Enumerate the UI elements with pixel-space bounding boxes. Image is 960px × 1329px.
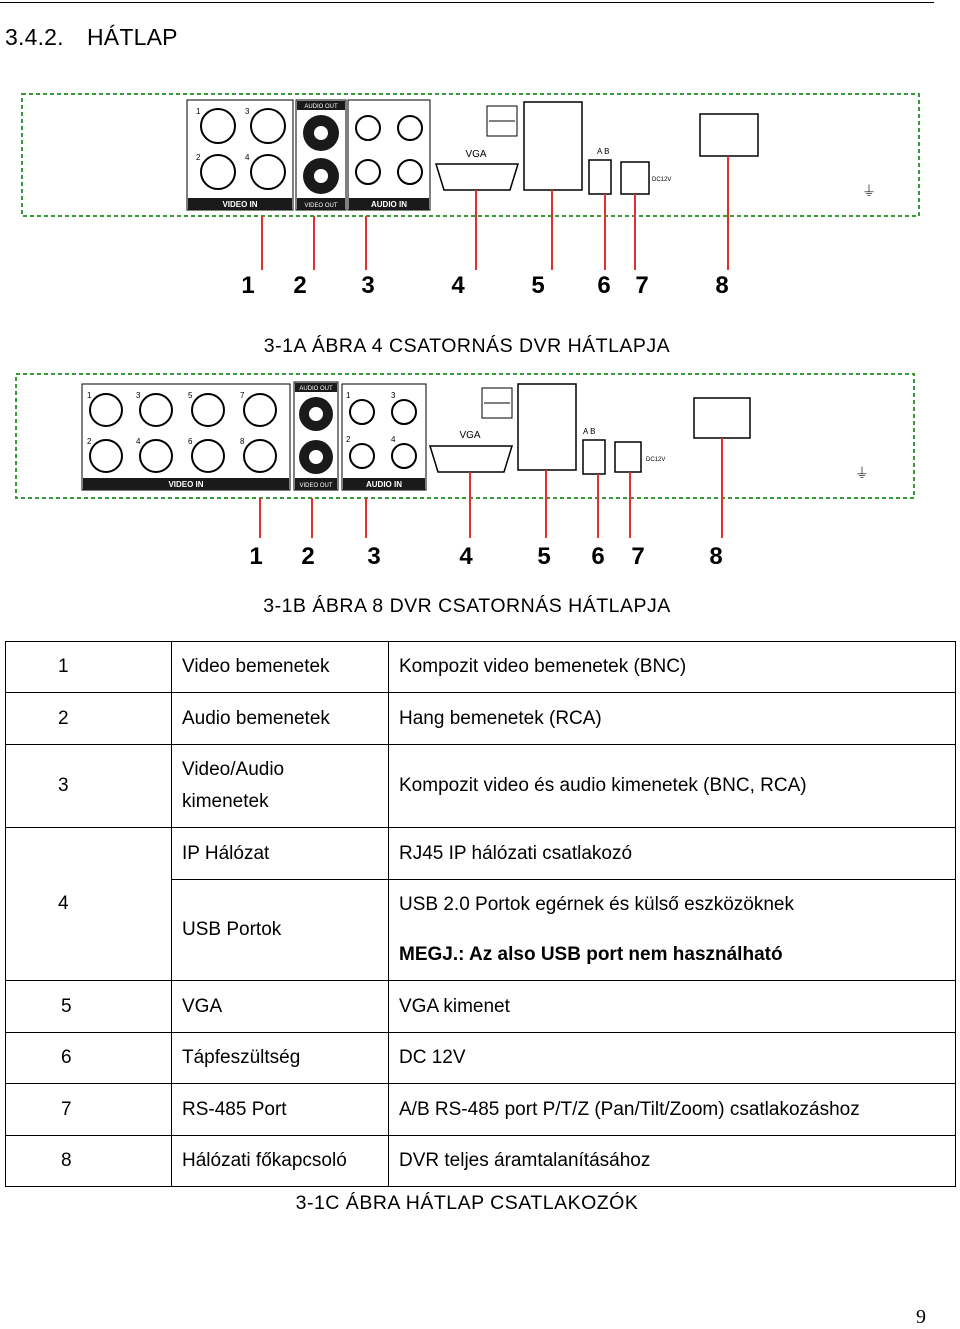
- power-switch: [700, 114, 758, 156]
- row-name: Audio bemenetek: [172, 693, 389, 745]
- video-out-bnc-center: [309, 450, 323, 464]
- row-description: [389, 880, 956, 981]
- audio-in-label: AUDIO IN: [366, 480, 402, 489]
- vga-label: VGA: [465, 149, 487, 160]
- row-description: RJ45 IP hálózati csatlakozó: [389, 828, 956, 880]
- ab-label: A B: [597, 147, 610, 156]
- callout-number: 8: [715, 272, 729, 299]
- row-name: USB Portok: [172, 880, 389, 981]
- audio-number: 4: [391, 435, 396, 444]
- audio-out-label: AUDIO OUT: [299, 386, 333, 392]
- dc-label: DC12V: [646, 457, 666, 463]
- connector-table: [5, 641, 956, 1187]
- bnc-number: 3: [136, 391, 141, 400]
- row-description: Kompozit video és audio kimenetek (BNC, RCA): [389, 745, 956, 828]
- figure-caption-8ch: 3-1B ÁBRA 8 DVR CSATORNÁS HÁTLAPJA: [263, 595, 671, 617]
- bnc-connector: [192, 440, 224, 472]
- section-heading: [5, 24, 178, 51]
- row-name: Tápfeszültség: [172, 1033, 389, 1084]
- bnc-number: 6: [188, 437, 193, 446]
- section-number: 3.4.2.: [5, 24, 64, 50]
- video-in-label: VIDEO IN: [222, 200, 258, 209]
- vga-label: VGA: [459, 430, 481, 441]
- rca-connector: [392, 400, 416, 424]
- page-number: 9: [916, 1306, 926, 1328]
- callout-number: 7: [635, 272, 649, 299]
- callout-number: 6: [597, 272, 611, 299]
- row-number: 7: [6, 1084, 172, 1136]
- audio-out-jack-center: [314, 126, 328, 140]
- row-description: DC 12V: [389, 1033, 956, 1084]
- figure-8ch-back-panel: [0, 368, 934, 573]
- bnc-connector: [201, 109, 235, 143]
- dc-label: DC12V: [652, 177, 672, 183]
- bnc-number: 2: [196, 153, 201, 162]
- power-switch: [694, 398, 750, 438]
- vga-connector: [436, 164, 518, 190]
- ground-icon: ⏚: [855, 465, 869, 481]
- callout-number: 7: [631, 543, 645, 570]
- ground-icon: ⏚: [862, 183, 876, 199]
- rca-connector: [356, 116, 380, 140]
- video-out-label: VIDEO OUT: [299, 483, 333, 489]
- table-row: [6, 642, 956, 693]
- bnc-number: 4: [136, 437, 141, 446]
- row-number: 1: [6, 642, 172, 693]
- bnc-number: 4: [245, 153, 250, 162]
- table-row: [6, 745, 956, 828]
- callout-number: 4: [459, 543, 473, 570]
- row-name: IP Hálózat: [172, 828, 389, 880]
- row-name: Hálózati főkapcsoló: [172, 1136, 389, 1187]
- callout-number: 3: [367, 543, 381, 570]
- bnc-connector: [192, 394, 224, 426]
- row-name: [172, 745, 389, 828]
- rca-connector: [356, 160, 380, 184]
- vga-connector: [430, 446, 512, 472]
- bnc-connector: [201, 155, 235, 189]
- callout-number: 1: [241, 272, 255, 299]
- dc-jack: [621, 162, 649, 194]
- bnc-number: 7: [240, 391, 245, 400]
- bnc-number: 3: [245, 107, 250, 116]
- bnc-number: 2: [87, 437, 92, 446]
- audio-number: 3: [391, 391, 396, 400]
- callout-number: 5: [537, 543, 551, 570]
- bnc-connector: [244, 440, 276, 472]
- row-name: Video bemenetek: [172, 642, 389, 693]
- bnc-number: 1: [196, 107, 201, 116]
- row-name-line: kimenetek: [182, 791, 269, 812]
- bnc-connector: [90, 440, 122, 472]
- bnc-connector: [90, 394, 122, 426]
- callout-number: 2: [293, 272, 307, 299]
- audio-in-block: [342, 384, 426, 490]
- callout-number: 6: [591, 543, 605, 570]
- top-rule: [0, 2, 934, 3]
- rca-connector: [350, 400, 374, 424]
- audio-number: 1: [346, 391, 351, 400]
- row-description: DVR teljes áramtalanításához: [389, 1136, 956, 1187]
- audio-in-block: [348, 100, 430, 210]
- rca-connector: [398, 160, 422, 184]
- audio-out-jack-center: [309, 407, 323, 421]
- table-caption: 3-1C ÁBRA HÁTLAP CSATLAKOZÓK: [295, 1192, 639, 1214]
- row-note: MEGJ.: Az also USB port nem használható: [399, 944, 783, 965]
- rca-connector: [392, 444, 416, 468]
- row-number: 5: [6, 981, 172, 1033]
- callout-number: 8: [709, 543, 723, 570]
- callout-number: 5: [531, 272, 545, 299]
- callout-number: 2: [301, 543, 315, 570]
- table-row: [6, 981, 956, 1033]
- audio-out-label: AUDIO OUT: [304, 104, 338, 110]
- rj45-port: [518, 384, 576, 470]
- ab-label: A B: [583, 427, 596, 436]
- row-description: VGA kimenet: [389, 981, 956, 1033]
- bnc-number: 5: [188, 391, 193, 400]
- table-row: [6, 1033, 956, 1084]
- row-number: 4: [6, 828, 172, 981]
- video-out-label: VIDEO OUT: [304, 203, 338, 209]
- dc-jack: [615, 442, 641, 472]
- bnc-connector: [251, 109, 285, 143]
- bnc-connector: [244, 394, 276, 426]
- rj45-port: [524, 102, 582, 190]
- bnc-number: 8: [240, 437, 245, 446]
- row-description-line: USB 2.0 Portok egérnek és külső eszközöknek: [399, 894, 794, 915]
- rs485-terminal: [589, 160, 611, 194]
- row-number: 3: [6, 745, 172, 828]
- rca-connector: [350, 444, 374, 468]
- bnc-connector: [140, 394, 172, 426]
- row-number: 2: [6, 693, 172, 745]
- table-row: [6, 828, 956, 880]
- rca-connector: [398, 116, 422, 140]
- row-name: RS-485 Port: [172, 1084, 389, 1136]
- bnc-number: 1: [87, 391, 92, 400]
- audio-number: 2: [346, 435, 351, 444]
- row-number: 8: [6, 1136, 172, 1187]
- audio-in-label: AUDIO IN: [371, 200, 407, 209]
- figure-caption-4ch: 3-1A ÁBRA 4 CSATORNÁS DVR HÁTLAPJA: [263, 335, 671, 357]
- video-in-label: VIDEO IN: [168, 480, 204, 489]
- section-title: HÁTLAP: [87, 24, 178, 50]
- row-description: A/B RS-485 port P/T/Z (Pan/Tilt/Zoom) csatlakozáshoz: [389, 1084, 956, 1136]
- row-description: Hang bemenetek (RCA): [389, 693, 956, 745]
- table-row: [6, 1136, 956, 1187]
- callout-number: 3: [361, 272, 375, 299]
- row-description: Kompozit video bemenetek (BNC): [389, 642, 956, 693]
- video-out-bnc-center: [314, 169, 328, 183]
- row-number: 6: [6, 1033, 172, 1084]
- table-row: [6, 693, 956, 745]
- row-name: VGA: [172, 981, 389, 1033]
- bnc-connector: [140, 440, 172, 472]
- table-row: [6, 1084, 956, 1136]
- rs485-terminal: [583, 440, 605, 474]
- bnc-connector: [251, 155, 285, 189]
- row-name-line: Video/Audio: [182, 759, 285, 780]
- callout-number: 1: [249, 543, 263, 570]
- figure-4ch-back-panel: [0, 80, 934, 305]
- callout-number: 4: [451, 272, 465, 299]
